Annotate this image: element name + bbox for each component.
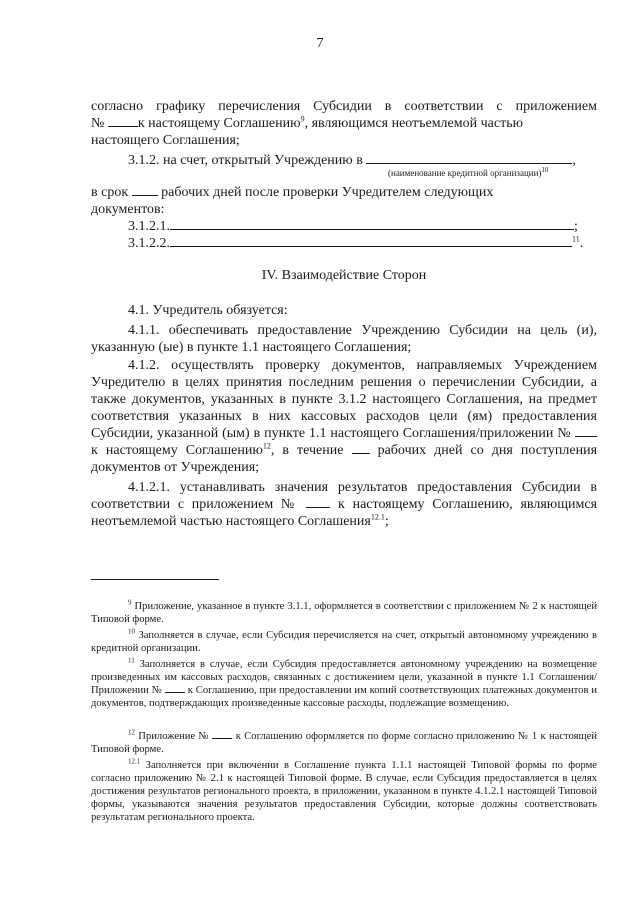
intro-ref: к настоящему Соглашению: [137, 116, 301, 131]
item-3-1-2-2-end: .: [579, 236, 584, 251]
item-3-1-2-1: [91, 218, 597, 235]
footnote-12-1-text: Заполняется при включении в Соглашение пункта 1.1.1 настоящей Типовой формы по форме согласно приложению № 2.1 к настоящей Типовой форме. В случае, если Субсидия предоставляется в целях достижения результатов регионального проекта, в приложении, указанном в пункте 4.1.2.1 настоящей Типовой формы, указываются значения результатов предоставления Субсидии, которые должны соответствовать результатам регионального проекта.: [91, 760, 597, 823]
intro-line-2: [91, 115, 597, 132]
para-4-1-2-1-end: ;: [384, 514, 389, 529]
footnote-9-text: Приложение, указанное в пункте 3.1.1, оформляется в соответствии с приложением № 2 к настоящей Типовой форме.: [91, 601, 597, 625]
footnote-9-mark: 9: [128, 598, 132, 607]
clause-3-1-2-line-3: документов:: [91, 202, 165, 217]
para-4-1: 4.1. Учредитель обязуется:: [128, 303, 288, 318]
footnote-ref-11: 11: [572, 234, 580, 244]
intro-tail: , являющимся неотъемлемой частью: [304, 116, 524, 131]
clause-3-1-2-line-2: [91, 184, 597, 201]
term-tail: рабочих дней после проверки Учредителем следующих: [161, 185, 494, 200]
para-4-1-2-text-a: 4.1.2. осуществлять проверку документов, направляемых Учреждением Учредителю в целях принятия последним решения о перечислении Субсидии, а также документов, указанных в пункте 3.1.2 настоящего Соглашения, на предмет соответствия указанных в них кассовых расходов цели (ям) предоставления Субсидии, указанной (ым) в пункте 1.1 настоящего Соглашения/приложении №: [91, 358, 597, 441]
footnote-10-text: Заполняется в случае, если Субсидия перечисляется на счет, открытый автономному учреждению в кредитной организации.: [91, 630, 597, 654]
footnote-12-mark: 12: [128, 728, 135, 737]
blank-field: [108, 126, 138, 127]
item-3-1-2-2-label: 3.1.2.2.: [128, 236, 170, 251]
footnote-ref-9: 9: [300, 114, 305, 124]
footnote-11-text-a: Заполняется в случае, если Субсидия предоставляется автономному учреждению на возмещение произведенных им кассовых расходов, связанных с достижением цели, указанной в пункте 1.1 Соглашения/Приложении №: [91, 659, 597, 696]
footnote-11-mark: 11: [128, 656, 135, 665]
intro-line-1: согласно графику перечисления Субсидии в соответствии с приложением: [91, 99, 597, 114]
para-4-1-2-text-c: , в течение: [270, 443, 344, 458]
footnote-12-text-a: Приложение №: [138, 731, 210, 742]
intro-line-3: настоящего Соглашения;: [91, 133, 240, 148]
item-3-1-2-2-field: [170, 246, 572, 247]
footnote-12-text-b: к Соглашению оформляется по форме согласно приложению № 1 к настоящей Типовой форме.: [91, 731, 598, 755]
footnote-12: [91, 730, 597, 756]
para-4-1-2-1: [91, 479, 597, 530]
footnote-12-1: [91, 759, 597, 824]
page-number: 7: [316, 36, 324, 51]
review-days-field: [352, 453, 370, 454]
footnote-12-blank: [212, 738, 232, 739]
footnote-11-text-b: к Соглашению, при предоставлении им копий соответствующих платежных документов и документов, подтверждающих произведенные кассовые расходы, подлежащие возмещению.: [91, 685, 598, 709]
clause-3-1-2: 3.1.2. на счет, открытый Учреждению в ,: [91, 152, 597, 169]
footnote-ref-12-1: 12.1: [370, 512, 385, 522]
item-3-1-2-2: [91, 235, 597, 252]
para-4-1-2-text-b: к настоящему Соглашению: [91, 443, 263, 458]
footnote-11-blank: [165, 692, 185, 693]
clause-3-1-2-text: 3.1.2. на счет, открытый Учреждению в: [128, 153, 363, 168]
footnote-12-1-mark: 12.1: [128, 757, 141, 766]
bank-name-field: [366, 163, 572, 164]
footnote-10-mark: 10: [128, 627, 135, 636]
footnote-11: [91, 658, 597, 710]
para-4-1-2-1-text-b: к настоящему Соглашению, являющимся неотъемлемой частью настоящего Соглашения: [91, 497, 598, 529]
appendix-field-2: [306, 507, 330, 508]
intro-num-sign: №: [91, 116, 105, 131]
days-field: [132, 195, 158, 196]
footnote-ref-12: 12: [262, 441, 271, 451]
bank-name-caption: [388, 168, 548, 178]
item-3-1-2-1-label: 3.1.2.1.: [128, 219, 170, 234]
footnote-ref-10: 10: [541, 166, 549, 174]
footnote-9: [91, 600, 597, 626]
bank-name-caption-text: (наименование кредитной организации): [388, 168, 542, 178]
para-4-1-2-1-text-a: 4.1.2.1. устанавливать значения результатов предоставления Субсидии в соответствии с приложением №: [91, 480, 597, 512]
item-3-1-2-1-end: ;: [574, 219, 578, 234]
para-4-1-1: 4.1.1. обеспечивать предоставление Учреждению Субсидии на цель (и), указанную (ые) в пункте 1.1 настоящего Соглашения;: [91, 323, 597, 355]
footnote-10: [91, 629, 597, 655]
para-4-1-2-text-d: рабочих дней со дня поступления документов от Учреждения;: [91, 443, 598, 475]
footnote-separator: [91, 579, 219, 580]
item-3-1-2-1-field: [170, 229, 574, 230]
para-4-1-2: [91, 357, 597, 476]
term-label: в срок: [91, 185, 129, 200]
appendix-field: [575, 436, 597, 437]
section-title: IV. Взаимодействие Сторон: [261, 268, 427, 283]
